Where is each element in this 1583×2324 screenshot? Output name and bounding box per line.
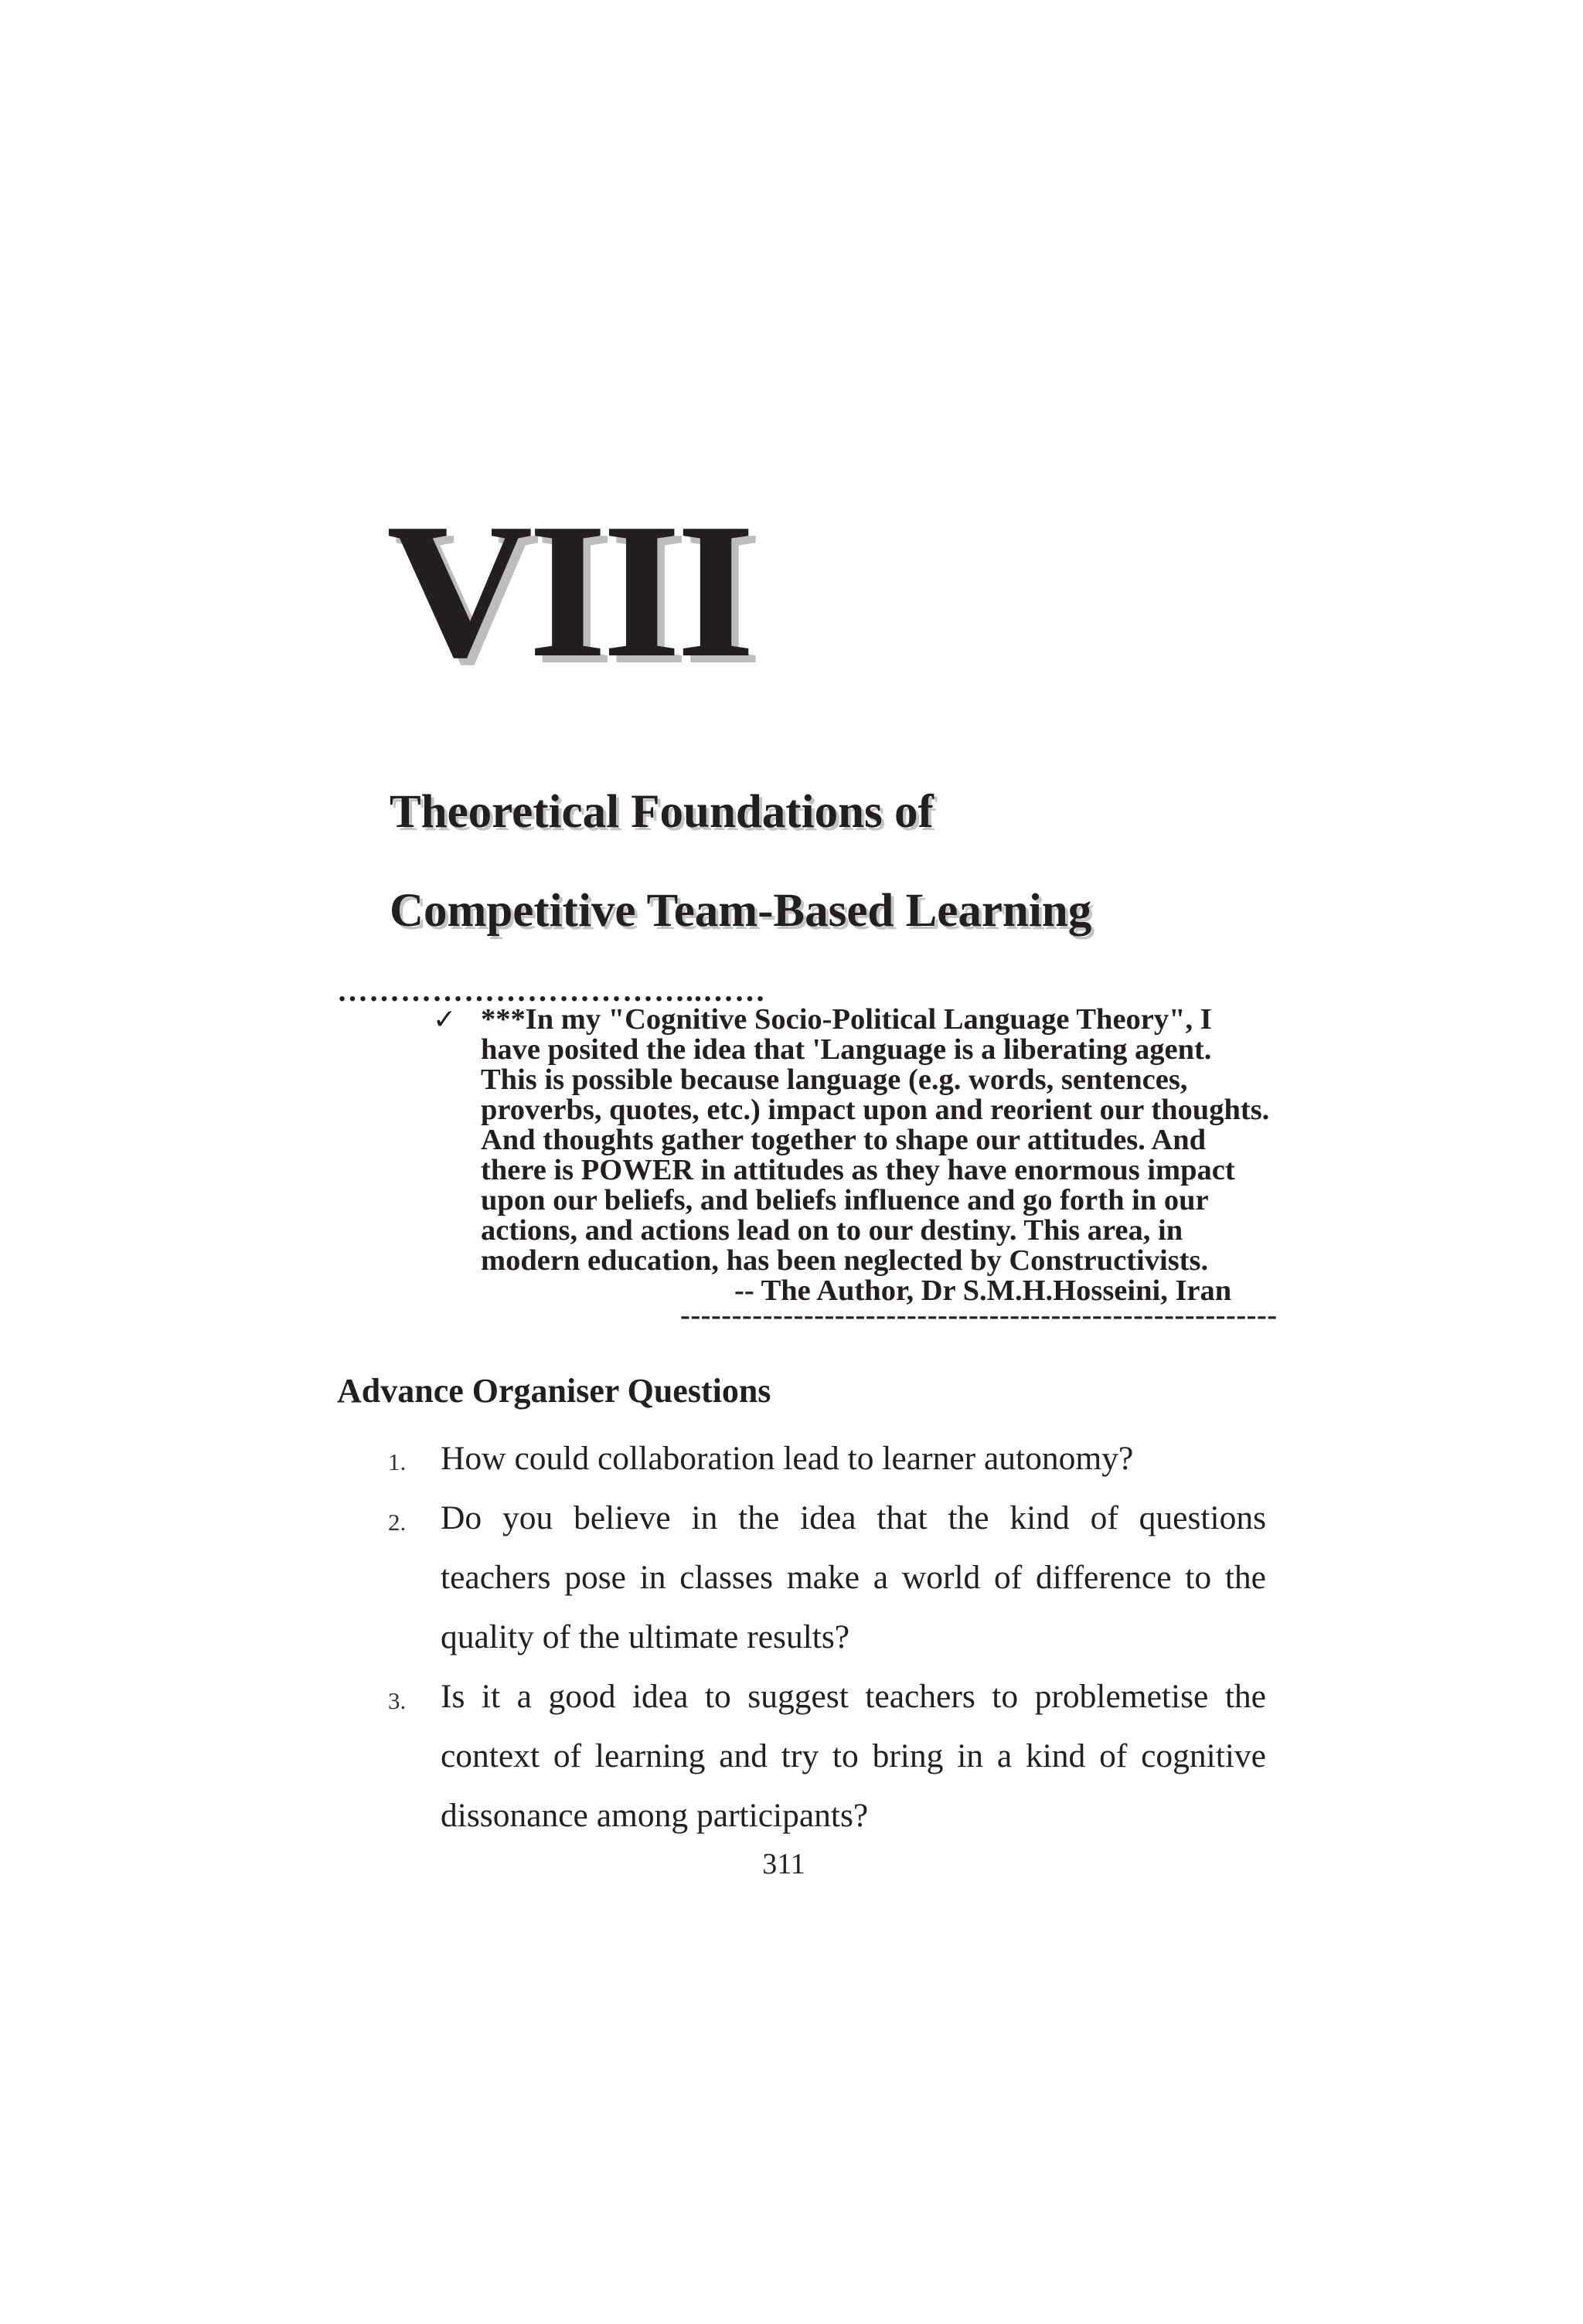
dashed-separator: ---------------------------------------------------------- — [680, 1299, 1278, 1332]
quote-attribution: -- The Author, Dr S.M.H.Hosseini, Iran — [734, 1274, 1232, 1307]
page-number — [0, 1847, 1583, 1881]
question-line: context of learning and try to bring in a kind of cognitive — [441, 1737, 1266, 1774]
quote-line: upon our beliefs, and beliefs influence and go forth in our — [481, 1184, 1209, 1216]
question-line: teachers pose in classes make a world of difference to the — [441, 1559, 1266, 1596]
dotted-separator: ……………………………..…… — [337, 973, 766, 1008]
quote-line: have posited the idea that 'Language is a liberating agent. — [481, 1033, 1212, 1066]
page-number-text: 311 — [762, 1848, 805, 1880]
quote-text — [481, 1005, 1285, 1276]
chapter-number: VIII — [386, 484, 751, 698]
question-line: How could collaboration lead to learner autonomy? — [441, 1440, 1134, 1477]
question-number: 1. — [388, 1448, 407, 1475]
question-line: dissonance among participants? — [441, 1797, 869, 1834]
quote-line: actions, and actions lead on to our destiny. This area, in — [481, 1214, 1183, 1247]
quote-line: modern education, has been neglected by Constructivists. — [481, 1244, 1209, 1277]
quote-line: proverbs, quotes, etc.) impact upon and reorient our thoughts. — [481, 1094, 1270, 1126]
quote-line: And thoughts gather together to shape our attitudes. And — [481, 1124, 1207, 1156]
chapter-title-line-2: Competitive Team-Based Learning — [390, 885, 1092, 937]
section-heading: Advance Organiser Questions — [337, 1372, 771, 1410]
chapter-title-line-1: Theoretical Foundations of — [390, 786, 934, 838]
question-number: 2. — [388, 1509, 407, 1536]
quote-line: ***In my "Cognitive Socio-Political Language Theory", I — [481, 1003, 1212, 1036]
question-number: 3. — [388, 1687, 407, 1714]
question-line: Is it a good idea to suggest teachers to problemetise the — [441, 1678, 1266, 1715]
checkmark-icon: ✓ — [433, 1004, 457, 1036]
question-line: quality of the ultimate results? — [441, 1618, 850, 1655]
quote-line: there is POWER in attitudes as they have enormous impact — [481, 1154, 1235, 1186]
question-line: Do you believe in the idea that the kind of questions — [441, 1499, 1266, 1536]
quote-line: This is possible because language (e.g. words, sentences, — [481, 1063, 1188, 1096]
